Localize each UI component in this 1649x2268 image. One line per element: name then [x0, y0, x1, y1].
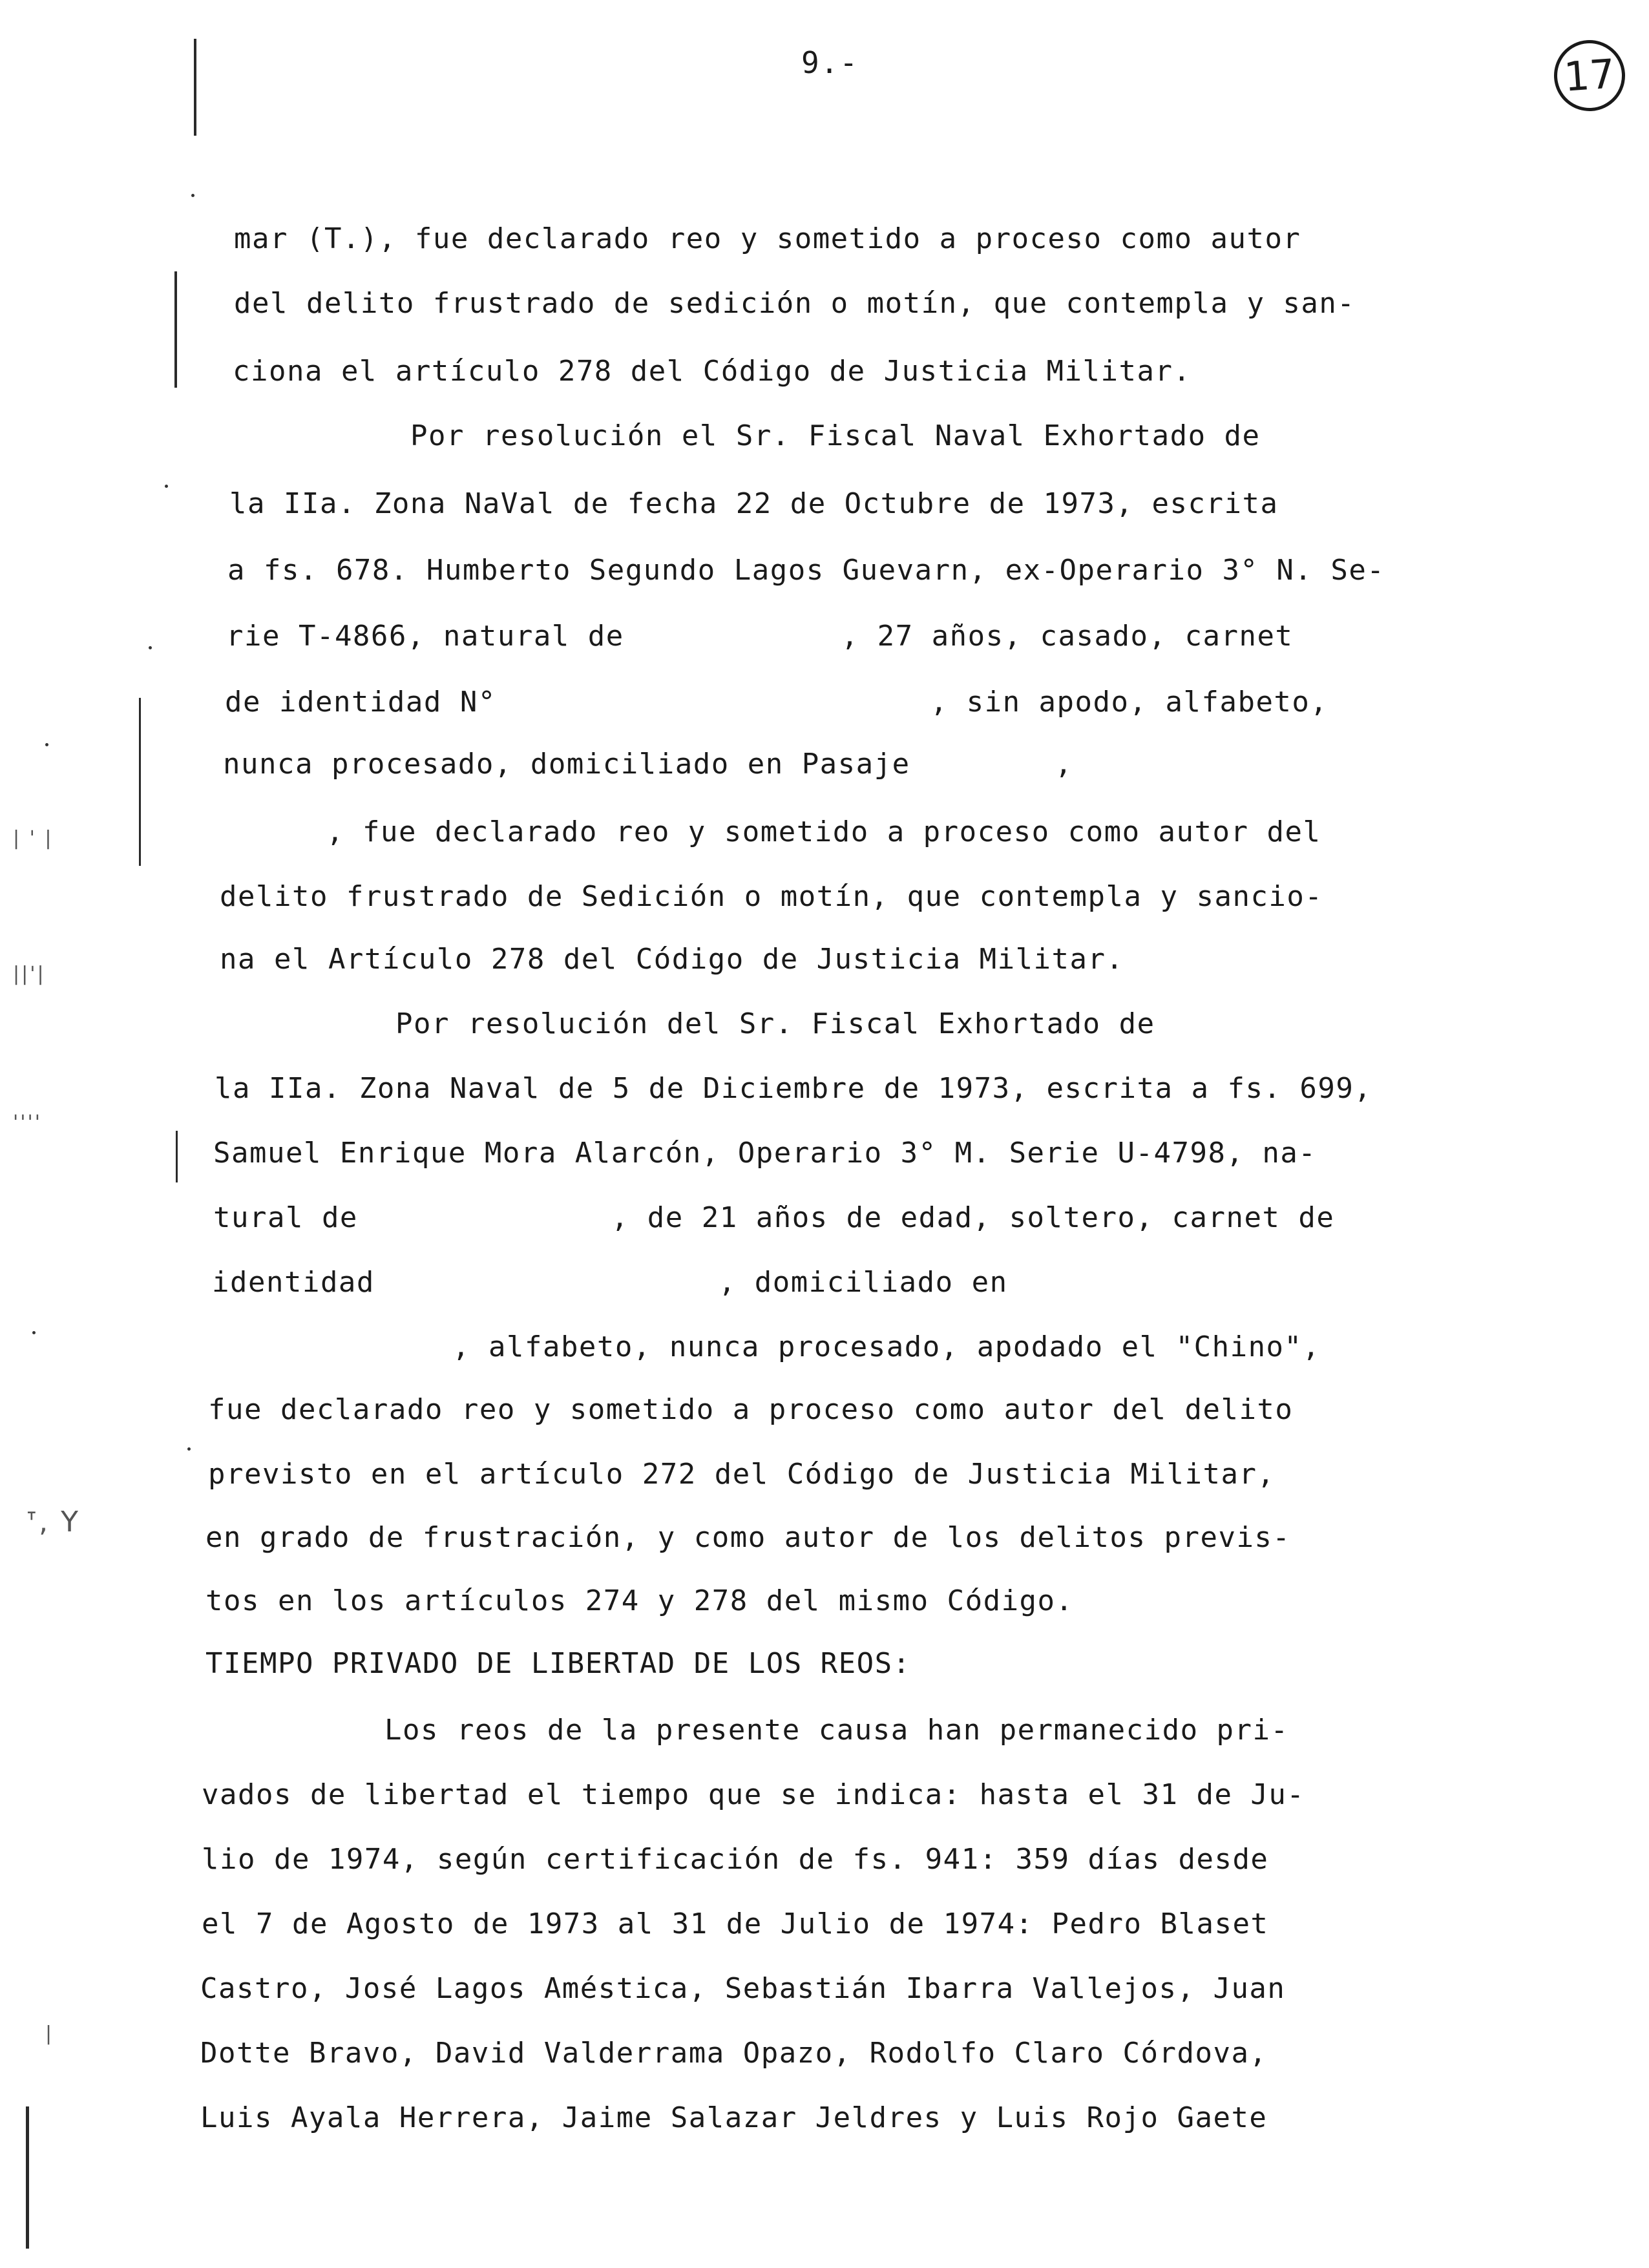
text-line: mar (T.), fue declarado reo y sometido a proceso como autor: [234, 222, 1301, 255]
text-line: Por resolución el Sr. Fiscal Naval Exhortado de: [410, 419, 1261, 452]
text-line: nunca procesado, domiciliado en Pasaje ,: [223, 748, 1073, 781]
folio-stamp: 17: [1551, 37, 1627, 113]
scan-margin-artifacts: | ' | ||'| '''' ᐪ, Y |: [0, 0, 168, 2268]
text-line: vados de libertad el tiempo que se indica: hasta el 31 de Ju-: [202, 1778, 1305, 1811]
section-heading: TIEMPO PRIVADO DE LIBERTAD DE LOS REOS:: [205, 1647, 911, 1680]
text-line: tos en los artículos 274 y 278 del mismo Código.: [205, 1584, 1074, 1617]
text-line: Los reos de la presente causa han permanecido pri-: [384, 1714, 1289, 1747]
text-line: la IIa. Zona NaVal de fecha 22 de Octubre de 1973, escrita: [229, 487, 1279, 520]
text-line: en grado de frustración, y como autor de los delitos previs-: [205, 1521, 1291, 1554]
text-line: Luis Ayala Herrera, Jaime Salazar Jeldres y Luis Rojo Gaete: [200, 2101, 1268, 2134]
text-line: , alfabeto, nunca procesado, apodado el "Chino",: [452, 1330, 1321, 1363]
text-line: a fs. 678. Humberto Segundo Lagos Guevarn, ex-Operario 3° N. Se-: [227, 554, 1385, 587]
text-line: la IIa. Zona Naval de 5 de Diciembre de 1973, escrita a fs. 699,: [215, 1072, 1372, 1105]
page-number: 9.-: [801, 45, 859, 80]
text-line: Dotte Bravo, David Valderrama Opazo, Rodolfo Claro Córdova,: [200, 2037, 1268, 2070]
text-line: de identidad N° , sin apodo, alfabeto,: [225, 686, 1329, 719]
text-line: delito frustrado de Sedición o motín, que contempla y sancio-: [220, 880, 1323, 913]
text-line: rie T-4866, natural de , 27 años, casado, carnet: [226, 620, 1294, 653]
text-line: el 7 de Agosto de 1973 al 31 de Julio de 1974: Pedro Blaset: [202, 1907, 1269, 1940]
text-line: del delito frustrado de sedición o motín, que contempla y san-: [234, 287, 1356, 320]
text-line: Castro, José Lagos Améstica, Sebastián Ibarra Vallejos, Juan: [200, 1972, 1286, 2005]
text-line: na el Artículo 278 del Código de Justicia Militar.: [220, 943, 1124, 976]
text-line: ciona el artículo 278 del Código de Justicia Militar.: [233, 355, 1192, 388]
text-line: identidad , domiciliado en: [212, 1266, 1008, 1299]
text-line: lio de 1974, según certificación de fs. 941: 359 días desde: [202, 1843, 1269, 1876]
text-line: tural de , de 21 años de edad, soltero, carnet de: [213, 1201, 1335, 1234]
text-line: , fue declarado reo y sometido a proceso como autor del: [326, 815, 1321, 848]
text-line: Samuel Enrique Mora Alarcón, Operario 3° M. Serie U-4798, na-: [213, 1137, 1317, 1170]
text-line: Por resolución del Sr. Fiscal Exhortado de: [395, 1007, 1155, 1040]
text-line: previsto en el artículo 272 del Código de Justicia Militar,: [208, 1458, 1276, 1491]
text-line: fue declarado reo y sometido a proceso como autor del delito: [208, 1393, 1294, 1426]
